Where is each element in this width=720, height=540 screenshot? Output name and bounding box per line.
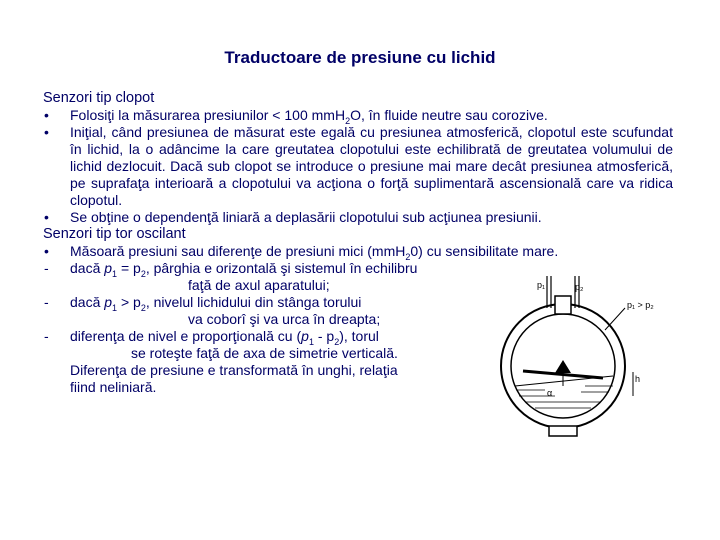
subscript: 2 [345,115,351,126]
label-condition: p₁ > p₂ [627,300,654,310]
item-text: p [104,294,113,310]
bullet-text: 0) cu sensibilitate mare. [410,243,559,259]
bullet-text: Măsoară presiuni sau diferenţe de presiuni mici (mmH [70,243,406,259]
item-text: - p [313,328,335,344]
torus-partition [555,296,571,314]
label-p1: p₁ [537,280,546,290]
item-text: diferenţa de nivel e proporţională cu ( [70,328,302,344]
bullet-marker: • [44,124,49,140]
section-heading-bell: Senzori tip clopot [43,90,155,106]
item-text: p [301,328,309,344]
dash-item-continuation: faţă de axul aparatului; [188,277,330,293]
bullet-item [43,124,673,209]
dash-item [43,260,500,277]
pivot [555,360,571,373]
page-title: Traductoare de presiune cu lichid [224,48,496,67]
label-p2: p₂ [575,282,584,292]
item-text: , pârghia e orizontală şi sistemul în echilibru [145,260,418,276]
subscript: 2 [405,251,411,262]
bullet-text: Iniţial, când presiunea de măsurat este egală cu presiunea atmosferică, clopotul este scufundat în lichid, la o adâncime la care greutatea clopotului este echilibrată de greutatea volumului de lichid dezlocuit. Dacă sub clopot se introduce o presiune mai mare decât presiunea atmosferică, pe suprafaţa interioară a clopotului va acţiona o forţă suplimentară ascensională care va ridica clopotul. [70,124,673,208]
label-h: h [635,374,641,384]
subscript: 1 [112,268,118,279]
item-text: dacă [70,260,105,276]
dash-item [43,328,500,345]
section-heading-torus: Senzori tip tor oscilant [43,226,186,242]
bullet-text: Folosiţi la măsurarea presiunilor < 100 mmH [70,107,346,123]
bullet-item [43,243,673,260]
bullet-item [43,107,673,124]
item-text: p [104,260,113,276]
dash-marker: - [44,260,49,276]
item-text: = p [117,260,141,276]
subscript: 2 [140,302,146,313]
final-note: Diferenţa de presiune e transformată în unghi, relaţia fiind neliniară. [70,362,398,395]
arrow-line [605,308,625,330]
bullet-text: Se obţine o dependenţă liniară a deplasării clopotului sub acţiunea presiunii. [70,209,542,225]
dash-item-continuation: va coborî şi va urca în dreapta; [188,311,381,327]
item-text: ), torul [339,328,379,344]
bullet-text: O, în fluide neutre sau corozive. [350,107,548,123]
bullet-marker: • [44,209,49,225]
subscript: 1 [308,336,314,347]
label-alpha: α [547,388,553,398]
item-text: > p [117,294,141,310]
item-text: , nivelul lichidului din stânga torului [145,294,362,310]
subscript: 1 [112,302,118,313]
subscript: 2 [140,268,146,279]
dash-item-continuation: se roteşte faţă de axa de simetrie verticală. [131,345,398,361]
bullet-marker: • [44,243,49,259]
item-text: dacă [70,294,105,310]
oscillating-torus-diagram [495,268,665,438]
dash-marker: - [44,294,49,310]
bullet-marker: • [44,107,49,123]
dash-marker: - [44,328,49,344]
dash-item [43,294,500,311]
support-base [549,426,577,436]
subscript: 2 [334,336,340,347]
bullet-item [43,209,673,226]
